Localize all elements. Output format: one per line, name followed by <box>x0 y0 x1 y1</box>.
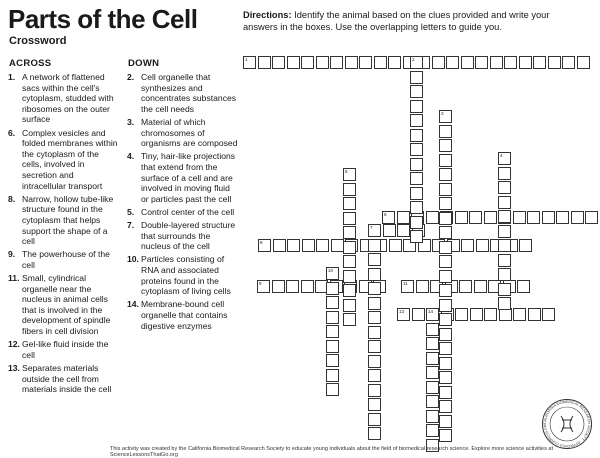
clue-number: 2. <box>127 72 135 82</box>
crossword-cell[interactable] <box>498 254 511 267</box>
page-title: Parts of the Cell <box>8 4 198 34</box>
crossword-cell[interactable] <box>439 125 452 138</box>
crossword-cell[interactable] <box>426 424 439 437</box>
crossword-cell[interactable] <box>301 280 314 293</box>
clue-number: 9. <box>8 249 16 260</box>
crossword-cell[interactable] <box>410 187 423 200</box>
crossword-cell[interactable] <box>484 308 497 321</box>
crossword-cell[interactable] <box>368 398 381 411</box>
crossword-cell[interactable] <box>533 56 546 69</box>
crossword-cell[interactable] <box>243 56 256 69</box>
crossword-cell[interactable] <box>302 239 315 252</box>
crossword-cell[interactable] <box>258 239 271 252</box>
crossword-cell[interactable] <box>498 239 511 252</box>
clue-text: Membrane-bound cell organelle that contains digestive enzymes <box>141 299 228 331</box>
crossword-cell[interactable] <box>343 313 356 326</box>
crossword-cell[interactable] <box>330 56 343 69</box>
crossword-cell[interactable] <box>410 230 423 243</box>
crossword-cell[interactable] <box>461 56 474 69</box>
crossword-cell[interactable] <box>316 239 329 252</box>
clue-text: Gel-like fluid inside the cell <box>22 339 109 360</box>
crossword-cell[interactable] <box>410 158 423 171</box>
crossword-cell[interactable] <box>326 282 339 295</box>
crossword-cell[interactable] <box>439 299 452 312</box>
crossword-cell[interactable] <box>542 211 555 224</box>
clue-number: 8. <box>8 193 16 204</box>
crossword-cell[interactable] <box>374 56 387 69</box>
directions-label: Directions: <box>243 10 292 20</box>
crossword-cell[interactable] <box>272 280 285 293</box>
crossword-cell[interactable] <box>343 183 356 196</box>
crossword-cell[interactable] <box>439 284 452 297</box>
crossword-cell[interactable] <box>426 395 439 408</box>
crossword-cell[interactable] <box>326 340 339 353</box>
crossword-cell[interactable] <box>368 369 381 382</box>
crossword-cell[interactable] <box>301 56 314 69</box>
crossword-cell[interactable] <box>426 366 439 379</box>
clue-number: 11. <box>8 273 20 284</box>
crossword-cell[interactable] <box>542 308 555 321</box>
clue-text: Double-layered structure that surrounds the nucleus of the cell <box>141 220 236 252</box>
crossword-cell[interactable] <box>326 369 339 382</box>
crossword-cell[interactable] <box>326 383 339 396</box>
clue-text: Cell organelle that synthesizes and concentrates substances the cell needs <box>141 72 237 114</box>
clue-number: 6. <box>8 127 16 138</box>
clue-text: Separates materials outside the cell from materials inside the cell <box>22 363 112 395</box>
crossword-cell[interactable] <box>410 56 423 69</box>
crossword-cell[interactable] <box>455 211 468 224</box>
crossword-cell[interactable] <box>343 299 356 312</box>
crossword-cell[interactable] <box>326 311 339 324</box>
clue-text: Narrow, hollow tube-like structure found in the cytoplasm that helps support the shape of a cell <box>22 193 114 247</box>
crossword-cell[interactable] <box>484 211 497 224</box>
crossword-cell[interactable] <box>461 239 474 252</box>
crossword-cell[interactable] <box>410 129 423 142</box>
crossword-cell[interactable] <box>273 239 286 252</box>
cell-number: 3 <box>441 111 444 116</box>
crossword-cell[interactable] <box>343 212 356 225</box>
crossword-cell[interactable] <box>527 211 540 224</box>
crossword-cell[interactable] <box>388 56 401 69</box>
approval-seal-icon <box>541 398 593 450</box>
svg-text:CALIFORNIA BIOMEDICAL RESEARCH: CALIFORNIA BIOMEDICAL RESEARCH SOCIETY · APPROVED CURRICULUM <box>542 399 592 449</box>
cell-number: 13 <box>399 309 405 314</box>
cell-number: 6 <box>384 212 387 217</box>
crossword-cell[interactable] <box>343 168 356 181</box>
crossword-cell[interactable] <box>359 56 372 69</box>
crossword-cell[interactable] <box>439 168 452 181</box>
crossword-cell[interactable] <box>439 429 452 442</box>
crossword-cell[interactable] <box>368 268 381 281</box>
clue-text: Control center of the cell <box>141 206 235 217</box>
crossword-cell[interactable] <box>368 224 381 237</box>
crossword-cell[interactable] <box>490 56 503 69</box>
crossword-cell[interactable] <box>343 197 356 210</box>
clue-number: 10. <box>127 254 139 265</box>
crossword-cell[interactable] <box>556 211 569 224</box>
clue-text: A network of flattened sacs within the cell's cytoplasm, studded with ribosomes on the outer surface <box>22 72 114 125</box>
clue-number: 3. <box>127 116 135 127</box>
crossword-cell[interactable] <box>272 56 285 69</box>
cell-number: 7 <box>370 225 373 230</box>
crossword-cell[interactable] <box>368 311 381 324</box>
crossword-cell[interactable] <box>326 354 339 367</box>
crossword-cell[interactable] <box>326 267 339 280</box>
crossword-cell[interactable] <box>326 296 339 309</box>
clue-number: 1. <box>8 72 16 82</box>
footer-credit: This activity was created by the California Biomedical Research Society to educate young individuals about the field of biomedical research science. Explore more science activities at ScienceLessonsThatGo.org <box>110 446 553 458</box>
crossword-cell[interactable] <box>343 284 356 297</box>
cell-number: 2 <box>412 57 415 62</box>
crossword-cell[interactable] <box>439 270 452 283</box>
cell-number: 5 <box>345 169 348 174</box>
crossword-cell[interactable] <box>439 328 452 341</box>
crossword-cell[interactable] <box>426 381 439 394</box>
crossword-cell[interactable] <box>439 357 452 370</box>
crossword-cell[interactable] <box>562 56 575 69</box>
crossword-cell[interactable] <box>439 386 452 399</box>
crossword-cell[interactable] <box>439 197 452 210</box>
clue-number: 5. <box>127 206 135 217</box>
crossword-cell[interactable] <box>397 224 410 237</box>
cell-number: 14 <box>428 309 434 314</box>
crossword-cell[interactable] <box>498 196 511 209</box>
crossword-cell[interactable] <box>416 280 429 293</box>
crossword-cell[interactable] <box>519 56 532 69</box>
crossword-cell[interactable] <box>476 239 489 252</box>
crossword-cell[interactable] <box>513 308 526 321</box>
crossword-cell[interactable] <box>368 340 381 353</box>
crossword-cell[interactable] <box>368 427 381 440</box>
crossword-cell[interactable] <box>513 211 526 224</box>
crossword-cell[interactable] <box>410 71 423 84</box>
crossword-cell[interactable] <box>571 211 584 224</box>
crossword-cell[interactable] <box>316 56 329 69</box>
crossword-cell[interactable] <box>331 239 344 252</box>
crossword-cell[interactable] <box>382 211 395 224</box>
crossword-cell[interactable] <box>410 100 423 113</box>
crossword-cell[interactable] <box>439 110 452 123</box>
crossword-cell[interactable] <box>368 326 381 339</box>
down-heading: DOWN <box>128 58 160 69</box>
cell-number: 8 <box>260 240 263 245</box>
crossword-cell[interactable] <box>257 280 270 293</box>
crossword-cell[interactable] <box>439 342 452 355</box>
crossword-cell[interactable] <box>439 400 452 413</box>
crossword-cell[interactable] <box>498 152 511 165</box>
crossword-cell[interactable] <box>519 239 532 252</box>
crossword-cell[interactable] <box>498 167 511 180</box>
crossword-cell[interactable] <box>401 280 414 293</box>
crossword-cell[interactable] <box>286 280 299 293</box>
crossword-cell[interactable] <box>455 308 468 321</box>
crossword-cell[interactable] <box>474 280 487 293</box>
crossword-cell[interactable] <box>343 241 356 254</box>
clue-text: Small, cylindrical organelle near the nucleus in animal cells that is involved in the development of spindle fibers in cell division <box>22 273 111 337</box>
crossword-cell[interactable] <box>469 211 482 224</box>
crossword-cell[interactable] <box>343 270 356 283</box>
crossword-cell[interactable] <box>528 308 541 321</box>
crossword-cell[interactable] <box>326 325 339 338</box>
crossword-cell[interactable] <box>410 143 423 156</box>
crossword-cell[interactable] <box>517 280 530 293</box>
cell-number: 10 <box>328 268 334 273</box>
crossword-cell[interactable] <box>426 410 439 423</box>
clue-text: Complex vesicles and folded membranes within the cytoplasm of the cells, involved in secretion and intracellular transport <box>22 127 118 191</box>
clue-number: 14. <box>127 299 139 310</box>
crossword-cell[interactable] <box>426 337 439 350</box>
crossword-cell[interactable] <box>498 297 511 310</box>
crossword-cell[interactable] <box>343 255 356 268</box>
crossword-cell[interactable] <box>368 413 381 426</box>
crossword-cell[interactable] <box>389 239 402 252</box>
crossword-cell[interactable] <box>410 216 423 229</box>
crossword-cell[interactable] <box>397 308 410 321</box>
crossword-cell[interactable] <box>287 56 300 69</box>
clue-text: Material of which chromosomes of organisms are composed <box>141 116 238 149</box>
crossword-cell[interactable] <box>498 225 511 238</box>
crossword-cell[interactable] <box>410 172 423 185</box>
clue-number: 7. <box>127 220 135 231</box>
clue-number: 12. <box>8 339 20 350</box>
crossword-cell[interactable] <box>439 183 452 196</box>
cell-number: 9 <box>259 281 262 286</box>
across-heading: ACROSS <box>9 58 52 69</box>
crossword-cell[interactable] <box>383 224 396 237</box>
crossword-cell[interactable] <box>439 415 452 428</box>
directions-text: Identify the animal based on the clues provided and write your answers in the boxes. Use the overlapping letters to guide you. <box>243 10 550 32</box>
crossword-cell[interactable] <box>368 253 381 266</box>
crossword-cell[interactable] <box>577 56 590 69</box>
crossword-cell[interactable] <box>475 56 488 69</box>
crossword-cell[interactable] <box>368 384 381 397</box>
crossword-cell[interactable] <box>258 56 271 69</box>
crossword-cell[interactable] <box>498 181 511 194</box>
clue-text: The powerhouse of the cell <box>22 249 110 270</box>
crossword-cell[interactable] <box>470 308 483 321</box>
clue-text: Tiny, hair-like projections that extend from the surface of a cell and are involved in moving fluid or particles past the cell <box>141 151 236 204</box>
cell-number: 11 <box>403 281 408 286</box>
crossword-cell[interactable] <box>548 56 561 69</box>
crossword-cell[interactable] <box>439 241 452 254</box>
crossword-cell[interactable] <box>585 211 598 224</box>
crossword-cell[interactable] <box>368 282 381 295</box>
crossword-cell[interactable] <box>410 114 423 127</box>
cell-number: 1 <box>245 57 248 62</box>
crossword-cell[interactable] <box>439 371 452 384</box>
crossword-cell[interactable] <box>287 239 300 252</box>
cell-number: 4 <box>500 153 503 158</box>
crossword-cell[interactable] <box>368 239 381 252</box>
crossword-cell[interactable] <box>498 283 511 296</box>
crossword-cell[interactable] <box>410 85 423 98</box>
crossword-cell[interactable] <box>410 201 423 214</box>
crossword-cell[interactable] <box>426 323 439 336</box>
crossword-cell[interactable] <box>343 226 356 239</box>
crossword-cell[interactable] <box>459 280 472 293</box>
crossword-cell[interactable] <box>412 308 425 321</box>
crossword-cell[interactable] <box>426 308 439 321</box>
crossword-cell[interactable] <box>498 210 511 223</box>
crossword-cell[interactable] <box>368 355 381 368</box>
crossword-cell[interactable] <box>426 211 439 224</box>
crossword-cell[interactable] <box>432 56 445 69</box>
crossword-cell[interactable] <box>439 226 452 239</box>
page-subtitle: Crossword <box>9 35 67 47</box>
crossword-cell[interactable] <box>426 352 439 365</box>
crossword-cell[interactable] <box>504 56 517 69</box>
crossword-cell[interactable] <box>397 211 410 224</box>
crossword-cell[interactable] <box>439 154 452 167</box>
clue-number: 13. <box>8 363 20 373</box>
crossword-cell[interactable] <box>498 268 511 281</box>
crossword-cell[interactable] <box>439 255 452 268</box>
crossword-cell[interactable] <box>439 139 452 152</box>
crossword-cell[interactable] <box>439 313 452 326</box>
crossword-cell[interactable] <box>446 56 459 69</box>
clue-text: Particles consisting of RNA and associated proteins found in the cytoplasm of living cells <box>141 254 231 297</box>
crossword-cell[interactable] <box>345 56 358 69</box>
crossword-cell[interactable] <box>439 212 452 225</box>
clue-number: 4. <box>127 151 135 162</box>
crossword-cell[interactable] <box>368 297 381 310</box>
